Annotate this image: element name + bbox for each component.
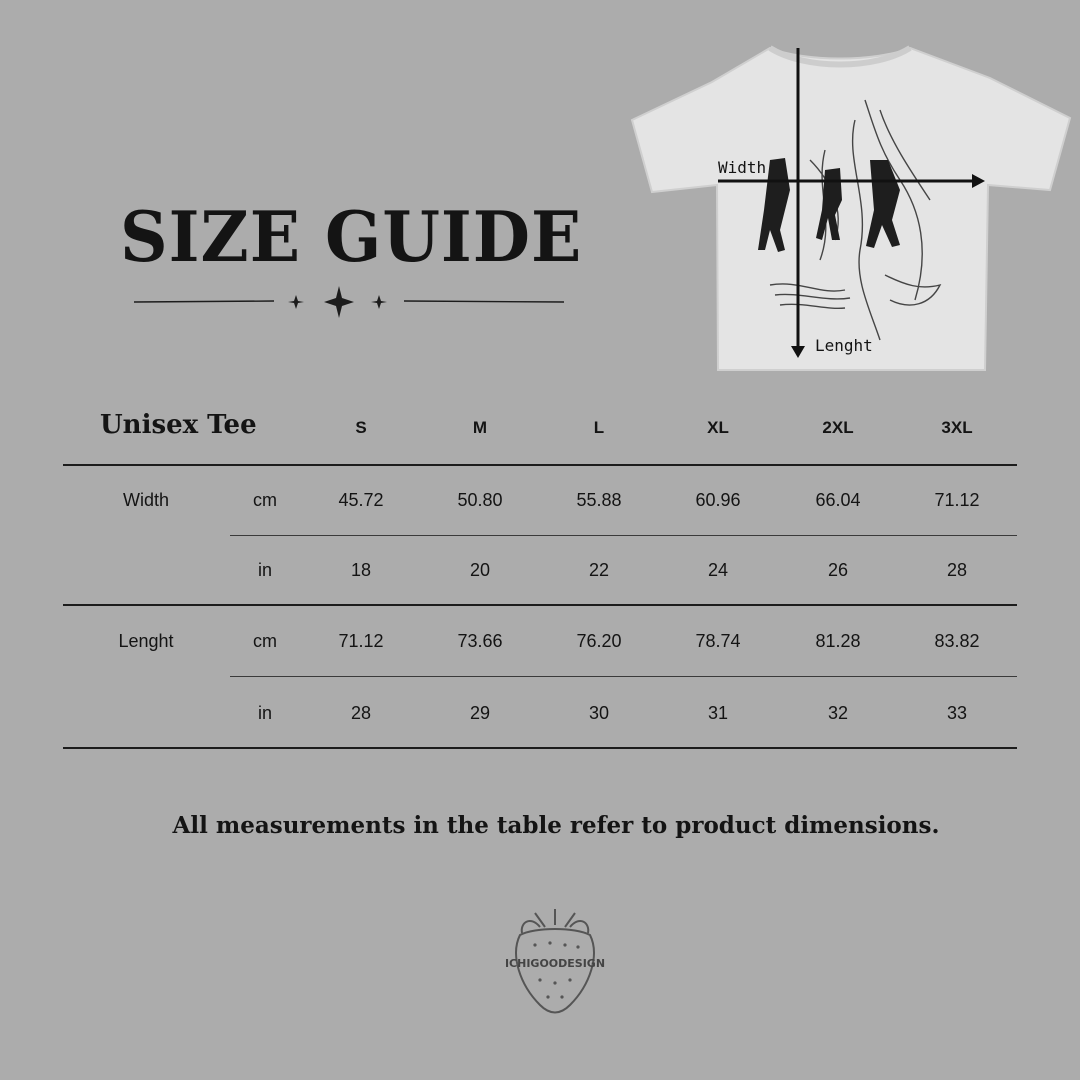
page-title: SIZE GUIDE: [120, 196, 583, 278]
length-measure-label: Lenght: [815, 336, 873, 355]
table-cell: 30: [588, 703, 610, 723]
size-header-2xl: 2XL: [822, 418, 854, 437]
table-cell: 66.04: [815, 490, 861, 510]
table-cell: 83.82: [934, 631, 980, 651]
row-label-length: Lenght: [118, 631, 174, 651]
table-cell: 32: [827, 703, 849, 723]
size-header-xl: XL: [707, 418, 729, 437]
table-cell: 78.74: [695, 631, 741, 651]
table-rule: [230, 676, 1017, 677]
sparkle-icon: [324, 286, 354, 318]
size-header-m: M: [472, 418, 488, 437]
logo-text: ICHIGOODESIGN: [504, 957, 606, 970]
measurements-note: All measurements in the table refer to product dimensions.: [172, 812, 940, 839]
table-cell: 73.66: [457, 631, 503, 651]
table-cell: 50.80: [457, 490, 503, 510]
table-cell: 31: [707, 703, 729, 723]
unit-label: cm: [253, 631, 277, 651]
size-header-s: S: [355, 418, 367, 437]
table-cell: 22: [588, 560, 610, 580]
unit-label: cm: [253, 490, 277, 510]
width-measure-label: Width: [718, 158, 767, 177]
table-cell: 60.96: [695, 490, 741, 510]
unit-label: in: [257, 703, 272, 723]
tshirt-diagram: [630, 40, 1075, 375]
table-cell: 71.12: [934, 490, 980, 510]
table-cell: 24: [707, 560, 729, 580]
row-label-width: Width: [122, 490, 169, 510]
table-title: Unisex Tee: [100, 410, 257, 440]
table-rule: [63, 604, 1017, 606]
table-cell: 55.88: [576, 490, 622, 510]
tshirt-icon: [630, 40, 1075, 375]
size-header-3xl: 3XL: [941, 418, 973, 437]
sparkle-icon: [288, 295, 304, 309]
table-cell: 28: [946, 560, 968, 580]
unit-label: in: [257, 560, 272, 580]
table-cell: 28: [350, 703, 372, 723]
sparkle-icon: [371, 295, 387, 309]
strawberry-logo-icon: [500, 905, 610, 1020]
table-cell: 20: [469, 560, 491, 580]
table-cell: 33: [946, 703, 968, 723]
table-rule: [230, 535, 1017, 536]
table-cell: 71.12: [338, 631, 384, 651]
table-cell: 81.28: [815, 631, 861, 651]
table-cell: 76.20: [576, 631, 622, 651]
table-cell: 45.72: [338, 490, 384, 510]
table-cell: 26: [827, 560, 849, 580]
sparkle-divider: [134, 284, 564, 320]
table-rule: [63, 747, 1017, 749]
table-rule: [63, 464, 1017, 466]
size-header-l: L: [593, 418, 605, 437]
table-cell: 18: [350, 560, 372, 580]
table-cell: 29: [469, 703, 491, 723]
